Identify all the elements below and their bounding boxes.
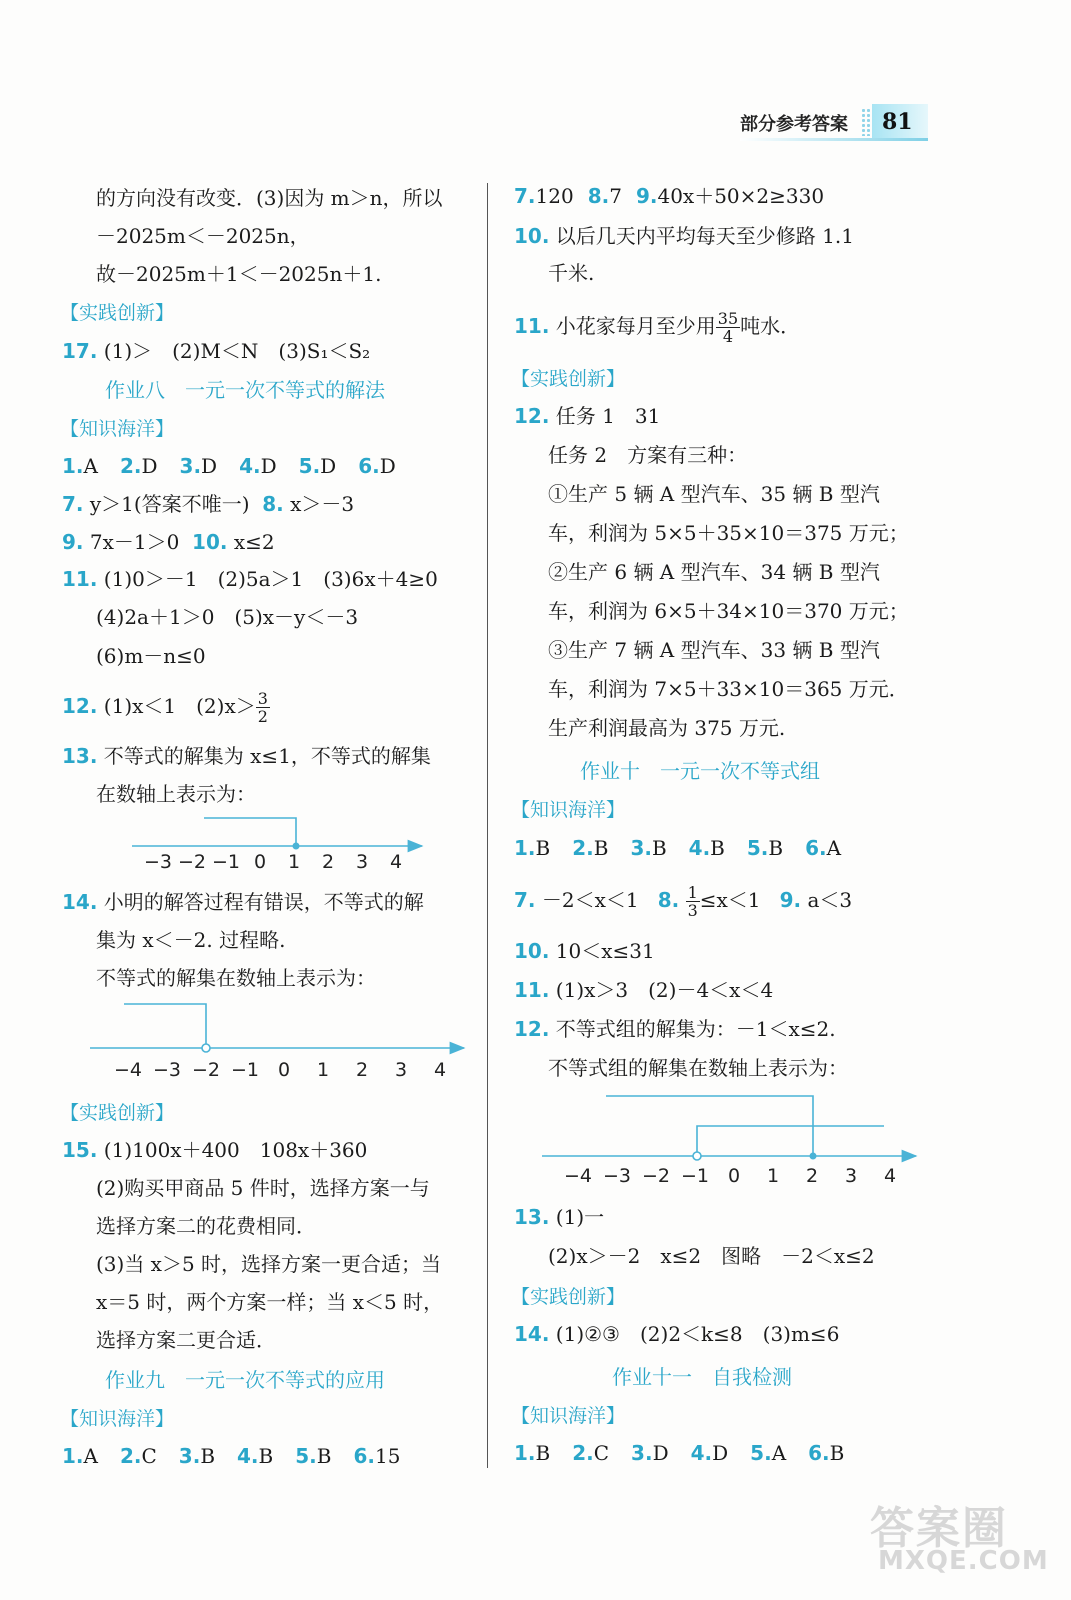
watermark-cn: 答案圈 — [870, 1503, 1008, 1554]
r-q8-answer: ≤x＜1 — [699, 888, 761, 912]
r-q7-q9-b — [514, 884, 852, 919]
tick-label: 0 — [253, 851, 267, 873]
r-q12-answer-b: 任务 2 方案有三种： — [548, 443, 748, 467]
r-q11b-answer: (1)x＞3 (2)－4＜x＜4 — [555, 978, 774, 1002]
q11-answer-c: (6)m－n≤0 — [96, 644, 206, 668]
page-number: 81 — [872, 104, 928, 140]
r-q10-answer-b: 千米. — [548, 261, 595, 285]
r-q14 — [514, 1320, 839, 1348]
mc-answer: B — [651, 836, 667, 860]
tick-label: −4 — [563, 1165, 593, 1187]
mc-answer: C — [593, 1441, 610, 1465]
q10-number: 10. — [192, 530, 228, 554]
mc-answer: D — [320, 454, 337, 478]
mc-answer: A — [83, 454, 98, 478]
left-line-1: 的方向没有改变．(3)因为 m＞n，所以 — [96, 186, 443, 210]
q11 — [62, 565, 438, 593]
q15-answer-d: (3)当 x＞5 时，选择方案一更合适；当 — [96, 1252, 442, 1276]
mc-answer: B — [535, 836, 551, 860]
mc-number: 1. — [514, 1441, 536, 1465]
r-q7-answer: －2＜x＜1 — [541, 888, 639, 912]
q13-number: 13. — [62, 744, 98, 768]
q15-answer-c: 选择方案二的花费相同． — [96, 1214, 316, 1238]
tick-label: 1 — [766, 1165, 780, 1187]
r-q11 — [514, 310, 800, 345]
mc-number: 8. — [587, 184, 610, 208]
mc-row-left-2 — [62, 1442, 422, 1470]
header-title: 部分参考答案 — [740, 114, 848, 135]
mc-number: 2. — [572, 836, 594, 860]
mc-number: 4. — [239, 454, 261, 478]
r-q11b-number: 11. — [514, 978, 550, 1002]
tick-label: 4 — [883, 1165, 897, 1187]
r-q8-number: 8. — [657, 888, 680, 912]
mc-number: 6. — [358, 454, 380, 478]
page-header — [740, 104, 930, 140]
tick-label: −3 — [143, 851, 173, 873]
number-line-q14 — [88, 998, 473, 1086]
r-section-knowledge-1: 【知识海洋】 — [511, 799, 626, 821]
r-q13-answer-a: (1)一 — [555, 1205, 605, 1229]
mc-number: 6. — [805, 836, 827, 860]
q12-frac-num: 3 — [257, 689, 268, 708]
q13-answer-b: 在数轴上表示为： — [96, 782, 256, 806]
mc-row-right-2 — [514, 1439, 866, 1467]
mc-number: 1. — [62, 1444, 84, 1468]
q15 — [62, 1136, 367, 1164]
mc-answer: A — [771, 1441, 787, 1465]
mc-number: 6. — [808, 1441, 830, 1465]
hollow-dot — [202, 1044, 210, 1052]
r-section-practice-1: 【实践创新】 — [511, 368, 626, 390]
q14-number: 14. — [62, 890, 98, 914]
tick-label: 0 — [727, 1165, 741, 1187]
tick-label: 1 — [316, 1059, 330, 1081]
homework-9-title: 作业九 一元一次不等式的应用 — [105, 1368, 385, 1392]
q15-answer-f: 选择方案二更合适． — [96, 1328, 276, 1352]
q9-number: 9. — [62, 530, 84, 554]
q13-answer-a: 不等式的解集为 x≤1，不等式的解集 — [103, 744, 431, 768]
mc-answer: D — [201, 454, 218, 478]
mc-number: 4. — [690, 1441, 713, 1465]
mc-answer: 7 — [609, 184, 622, 208]
mc-answer: B — [258, 1444, 274, 1468]
r-q10-number: 10. — [514, 224, 550, 248]
q17 — [62, 337, 370, 365]
tick-label: 3 — [355, 851, 369, 873]
r-q14-number: 14. — [514, 1322, 550, 1346]
mc-number: 1. — [62, 454, 84, 478]
tick-label: 2 — [321, 851, 335, 873]
tick-label: 1 — [287, 851, 301, 873]
mc-answer: D — [260, 454, 277, 478]
mc-answer: 15 — [374, 1444, 401, 1468]
solid-dot — [810, 1153, 817, 1160]
q14-answer-a: 小明的解答过程有错误，不等式的解 — [103, 890, 424, 914]
q12-frac-den: 2 — [257, 707, 268, 726]
q14 — [62, 888, 424, 916]
r-section-knowledge-2: 【知识海洋】 — [511, 1405, 626, 1427]
mc-answer: B — [710, 836, 725, 860]
r-q12b-answer-b: 不等式组的解集在数轴上表示为： — [548, 1056, 848, 1080]
r-q9-answer: a＜3 — [807, 888, 853, 912]
mc-number: 6. — [353, 1444, 375, 1468]
number-line-r-q12 — [540, 1088, 925, 1188]
mc-answer: A — [83, 1444, 98, 1468]
mc-number: 5. — [746, 836, 769, 860]
q8-answer: x＞－3 — [290, 492, 355, 516]
r-q8-frac-den: 3 — [687, 901, 698, 920]
q15-answer-a: (1)100x＋400 108x＋360 — [103, 1138, 368, 1162]
mc-answer: B — [535, 1441, 551, 1465]
q17-number: 17. — [62, 339, 98, 363]
number-line-q13 — [130, 812, 430, 874]
homework-10-title: 作业十 一元一次不等式组 — [580, 759, 820, 783]
r-q11-frac-den: 4 — [722, 327, 734, 346]
r-q12-answer-i: 生产利润最高为 375 万元. — [548, 716, 786, 740]
hollow-dot — [693, 1152, 701, 1160]
mc-number: 5. — [298, 454, 321, 478]
watermark — [870, 1492, 1050, 1592]
mc-row-left-1 — [62, 452, 418, 480]
mc-answer: 120 — [535, 184, 574, 208]
q12-fraction — [256, 690, 270, 725]
mc-answer: B — [200, 1444, 216, 1468]
mc-answer: B — [829, 1441, 845, 1465]
header-underline — [740, 138, 928, 141]
q10-answer: x≤2 — [233, 530, 275, 554]
solid-dot — [293, 843, 300, 850]
tick-label: −2 — [191, 1059, 221, 1081]
q14-answer-c: 不等式的解集在数轴上表示为： — [96, 966, 376, 990]
r-q12-answer-d: 车，利润为 5×5＋35×10＝375 万元； — [548, 521, 909, 545]
r-q11-fraction — [716, 310, 740, 345]
r-q12-answer-g: ③生产 7 辆 A 型汽车、33 辆 B 型汽 — [548, 638, 880, 662]
mc-row-right-1 — [514, 834, 863, 862]
section-knowledge-2: 【知识海洋】 — [60, 1408, 175, 1430]
mc-number: 5. — [750, 1441, 772, 1465]
q7-answer: y＞1(答案不唯一) — [89, 492, 250, 516]
r-q8-fraction — [686, 884, 700, 919]
r-q11-answer-b: 吨水． — [740, 314, 801, 338]
tick-label: −3 — [152, 1059, 182, 1081]
q11-answer-a: (1)0＞－1 (2)5a＞1 (3)6x＋4≥0 — [103, 567, 438, 591]
r-q10b-number: 10. — [514, 939, 550, 963]
r-q13-number: 13. — [514, 1205, 550, 1229]
mc-answer: B — [316, 1444, 332, 1468]
q15-number: 15. — [62, 1138, 98, 1162]
q11-number: 11. — [62, 567, 98, 591]
tick-label: −4 — [113, 1059, 143, 1081]
mc-number: 1. — [514, 836, 536, 860]
r-q12b-answer-a: 不等式组的解集为：－1＜x≤2. — [555, 1017, 836, 1041]
r-q12 — [514, 402, 660, 430]
r-q13 — [514, 1203, 604, 1231]
mc-number: 4. — [237, 1444, 259, 1468]
tick-label: 4 — [389, 851, 403, 873]
q14-answer-b: 集为 x＜－2. 过程略. — [96, 928, 286, 952]
tick-label: −3 — [602, 1165, 632, 1187]
r-q12-answer-f: 车，利润为 6×5＋34×10＝370 万元； — [548, 599, 909, 623]
r-q10-answer-a: 以后几天内平均每天至少修路 1.1 — [555, 224, 854, 248]
homework-11-title: 作业十一 自我检测 — [612, 1365, 792, 1389]
q9-answer: 7x－1＞0 — [89, 530, 180, 554]
tick-label: −1 — [680, 1165, 710, 1187]
mc-number: 3. — [630, 836, 652, 860]
mc-answer: D — [652, 1441, 669, 1465]
mc-answer: B — [593, 836, 609, 860]
left-line-2: －2025m＜－2025n， — [96, 224, 310, 248]
r-q12-answer-c: ①生产 5 辆 A 型汽车、35 辆 B 型汽 — [548, 482, 880, 506]
mc-answer: D — [141, 454, 158, 478]
mc-answer: D — [379, 454, 396, 478]
section-practice-1: 【实践创新】 — [60, 302, 175, 324]
watermark-en: MXQE.COM — [878, 1546, 1049, 1576]
q12-number: 12. — [62, 694, 98, 718]
mc-number: 2. — [572, 1441, 594, 1465]
r-section-practice-2: 【实践创新】 — [511, 1286, 626, 1308]
left-line-3: 故－2025m＋1＜－2025n＋1. — [96, 262, 382, 286]
q12-answer: (1)x＜1 (2)x＞ — [103, 694, 256, 718]
mc-number: 7. — [514, 184, 536, 208]
column-divider — [487, 183, 488, 1468]
r-q14-answer: (1)②③ (2)2＜k≤8 (3)m≤6 — [555, 1322, 840, 1346]
mc-answer: B — [768, 836, 784, 860]
r-q11-number: 11. — [514, 314, 550, 338]
q15-answer-e: x＝5 时，两个方案一样；当 x＜5 时， — [96, 1290, 444, 1314]
tick-label: 2 — [805, 1165, 819, 1187]
q7-q8 — [62, 490, 354, 518]
mc-answer: C — [141, 1444, 157, 1468]
q9-q10 — [62, 528, 275, 556]
mc-number: 3. — [179, 454, 202, 478]
q15-answer-b: (2)购买甲商品 5 件时，选择方案一与 — [96, 1176, 430, 1200]
header-dots — [861, 108, 871, 136]
r-q12-answer-a: 任务 1 31 — [555, 404, 661, 428]
homework-8-title: 作业八 一元一次不等式的解法 — [105, 378, 385, 402]
tick-label: −2 — [177, 851, 207, 873]
q11-answer-b: (4)2a＋1＞0 (5)x－y＜－3 — [96, 605, 359, 629]
mc-number: 5. — [295, 1444, 317, 1468]
q13 — [62, 742, 431, 770]
r-q12-answer-e: ②生产 6 辆 A 型汽车、34 辆 B 型汽 — [548, 560, 880, 584]
r-q7-number: 7. — [514, 888, 536, 912]
r-q10 — [514, 222, 854, 250]
r-q9-number: 9. — [779, 888, 802, 912]
mc-answer: 40x＋50×2≥330 — [657, 184, 825, 208]
tick-label: −2 — [641, 1165, 671, 1187]
tick-label: 2 — [355, 1059, 369, 1081]
r-q8-frac-num: 1 — [687, 883, 698, 902]
tick-label: −1 — [211, 851, 241, 873]
mc-answer: D — [712, 1441, 729, 1465]
mc-number: 9. — [635, 184, 658, 208]
r-q12-number: 12. — [514, 404, 550, 428]
tick-label: 3 — [394, 1059, 408, 1081]
mc-number: 4. — [688, 836, 711, 860]
q12 — [62, 690, 270, 725]
r-q7-q9 — [514, 182, 838, 210]
mc-number: 3. — [631, 1441, 653, 1465]
mc-number: 2. — [119, 1444, 142, 1468]
tick-label: 0 — [277, 1059, 291, 1081]
r-q10b — [514, 937, 655, 965]
mc-number: 3. — [178, 1444, 201, 1468]
tick-label: 3 — [844, 1165, 858, 1187]
tick-label: 4 — [433, 1059, 447, 1081]
q8-number: 8. — [262, 492, 284, 516]
mc-number: 2. — [119, 454, 142, 478]
r-q12b-number: 12. — [514, 1017, 550, 1041]
r-q10b-answer: 10＜x≤31 — [555, 939, 655, 963]
r-q11b — [514, 976, 773, 1004]
tick-label: −1 — [230, 1059, 260, 1081]
r-q12-answer-h: 车，利润为 7×5＋33×10＝365 万元． — [548, 677, 909, 701]
mc-answer: A — [826, 836, 842, 860]
r-q11-frac-num: 35 — [717, 309, 739, 328]
r-q13-answer-b: (2)x＞－2 x≤2 图略 －2＜x≤2 — [548, 1244, 875, 1268]
q17-answer: (1)＞ (2)M＜N (3)S₁＜S₂ — [103, 339, 371, 363]
q7-number: 7. — [62, 492, 84, 516]
r-q12b — [514, 1015, 836, 1043]
section-knowledge-1: 【知识海洋】 — [60, 418, 175, 440]
r-q11-answer-a: 小花家每月至少用 — [555, 314, 716, 338]
section-practice-2: 【实践创新】 — [60, 1102, 175, 1124]
